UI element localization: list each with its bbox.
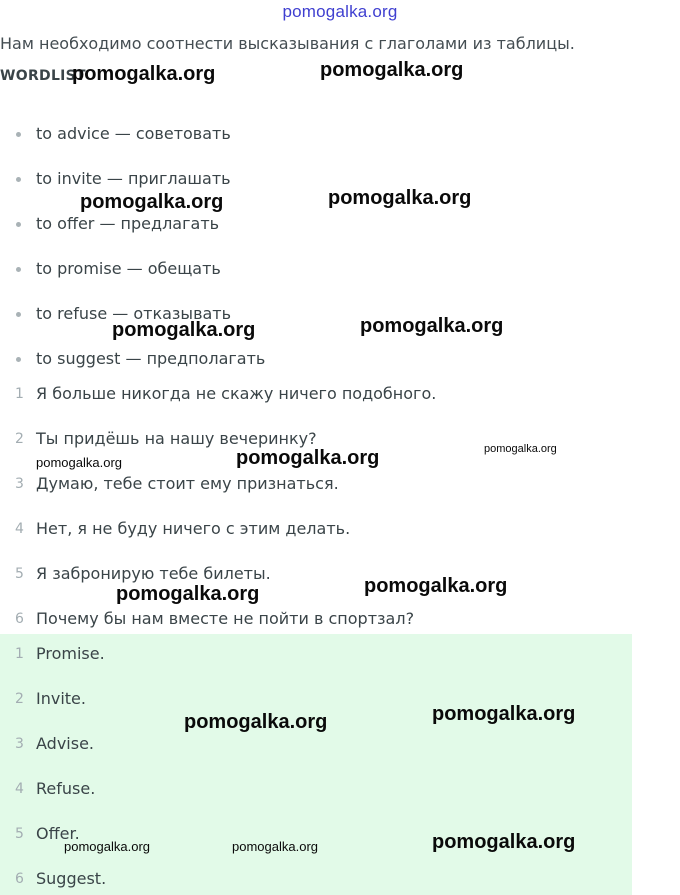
- site-url[interactable]: pomogalka.org: [282, 2, 398, 21]
- answer-number: 1: [15, 646, 24, 662]
- answer-number: 3: [15, 736, 24, 752]
- wordlist-item-text: to suggest — предполагать: [36, 349, 266, 368]
- bullet-icon: [16, 267, 21, 272]
- wordlist-item-text: to promise — обещать: [36, 259, 221, 278]
- watermark: pomogalka.org: [320, 59, 464, 81]
- watermark: pomogalka.org: [328, 187, 472, 209]
- wordlist-item-text: to refuse — отказывать: [36, 304, 232, 323]
- wordlist-item-text: to advice — советовать: [36, 124, 231, 143]
- statement-text: Ты придёшь на нашу вечеринку?: [36, 429, 317, 448]
- wordlist-item: [0, 124, 632, 169]
- answer-text: Promise.: [36, 644, 105, 663]
- statement-text: Почему бы нам вместе не пойти в спортзал?: [36, 609, 415, 628]
- answer-number: 6: [15, 871, 24, 887]
- intro-text: Нам необходимо соотнести высказывания с глаголами из таблицы.: [0, 34, 575, 53]
- watermark: pomogalka.org: [36, 455, 122, 470]
- wordlist-item: [0, 304, 632, 349]
- watermark: pomogalka.org: [360, 315, 504, 337]
- statement-item: [0, 519, 632, 564]
- statement-number: 2: [15, 431, 24, 447]
- wordlist-item-text: to offer — предлагать: [36, 214, 220, 233]
- answer-item: [0, 734, 632, 779]
- wordlist-item: [0, 214, 632, 259]
- answer-number: 4: [15, 781, 24, 797]
- watermark: pomogalka.org: [112, 319, 256, 341]
- statement-number: 4: [15, 521, 24, 537]
- statement-number: 1: [15, 386, 24, 402]
- watermark: pomogalka.org: [184, 711, 328, 733]
- answer-item: [0, 779, 632, 824]
- watermark: pomogalka.org: [116, 583, 260, 605]
- statement-item: [0, 384, 632, 429]
- watermark: pomogalka.org: [484, 443, 557, 455]
- watermark: pomogalka.org: [80, 191, 224, 213]
- wordlist-item: [0, 259, 632, 304]
- watermark: pomogalka.org: [64, 839, 150, 854]
- answer-item: [0, 869, 632, 895]
- watermark: pomogalka.org: [232, 839, 318, 854]
- bullet-icon: [16, 177, 21, 182]
- watermark: pomogalka.org: [236, 447, 380, 469]
- statement-number: 6: [15, 611, 24, 627]
- watermark: pomogalka.org: [432, 831, 576, 853]
- answer-text: Advise.: [36, 734, 94, 753]
- answer-text: Invite.: [36, 689, 86, 708]
- statement-text: Думаю, тебе стоит ему признаться.: [36, 474, 339, 493]
- wordlist-title: WORDLIST: [0, 68, 86, 84]
- answer-number: 5: [15, 826, 24, 842]
- bullet-icon: [16, 222, 21, 227]
- statement-text: Я забронирую тебе билеты.: [36, 564, 271, 583]
- answer-text: Suggest.: [36, 869, 107, 888]
- statement-number: 5: [15, 566, 24, 582]
- answer-text: Offer.: [36, 824, 80, 843]
- statement-number: 3: [15, 476, 24, 492]
- statement-text: Нет, я не буду ничего с этим делать.: [36, 519, 351, 538]
- statement-item: [0, 474, 632, 519]
- statement-text: Я больше никогда не скажу ничего подобного.: [36, 384, 437, 403]
- bullet-icon: [16, 132, 21, 137]
- watermark: pomogalka.org: [72, 63, 216, 85]
- watermark: pomogalka.org: [364, 575, 508, 597]
- bullet-icon: [16, 312, 21, 317]
- bullet-icon: [16, 357, 21, 362]
- statement-item: [0, 564, 632, 609]
- answer-text: Refuse.: [36, 779, 96, 798]
- answer-item: [0, 644, 632, 689]
- wordlist-item-text: to invite — приглашать: [36, 169, 231, 188]
- watermark: pomogalka.org: [432, 703, 576, 725]
- answer-number: 2: [15, 691, 24, 707]
